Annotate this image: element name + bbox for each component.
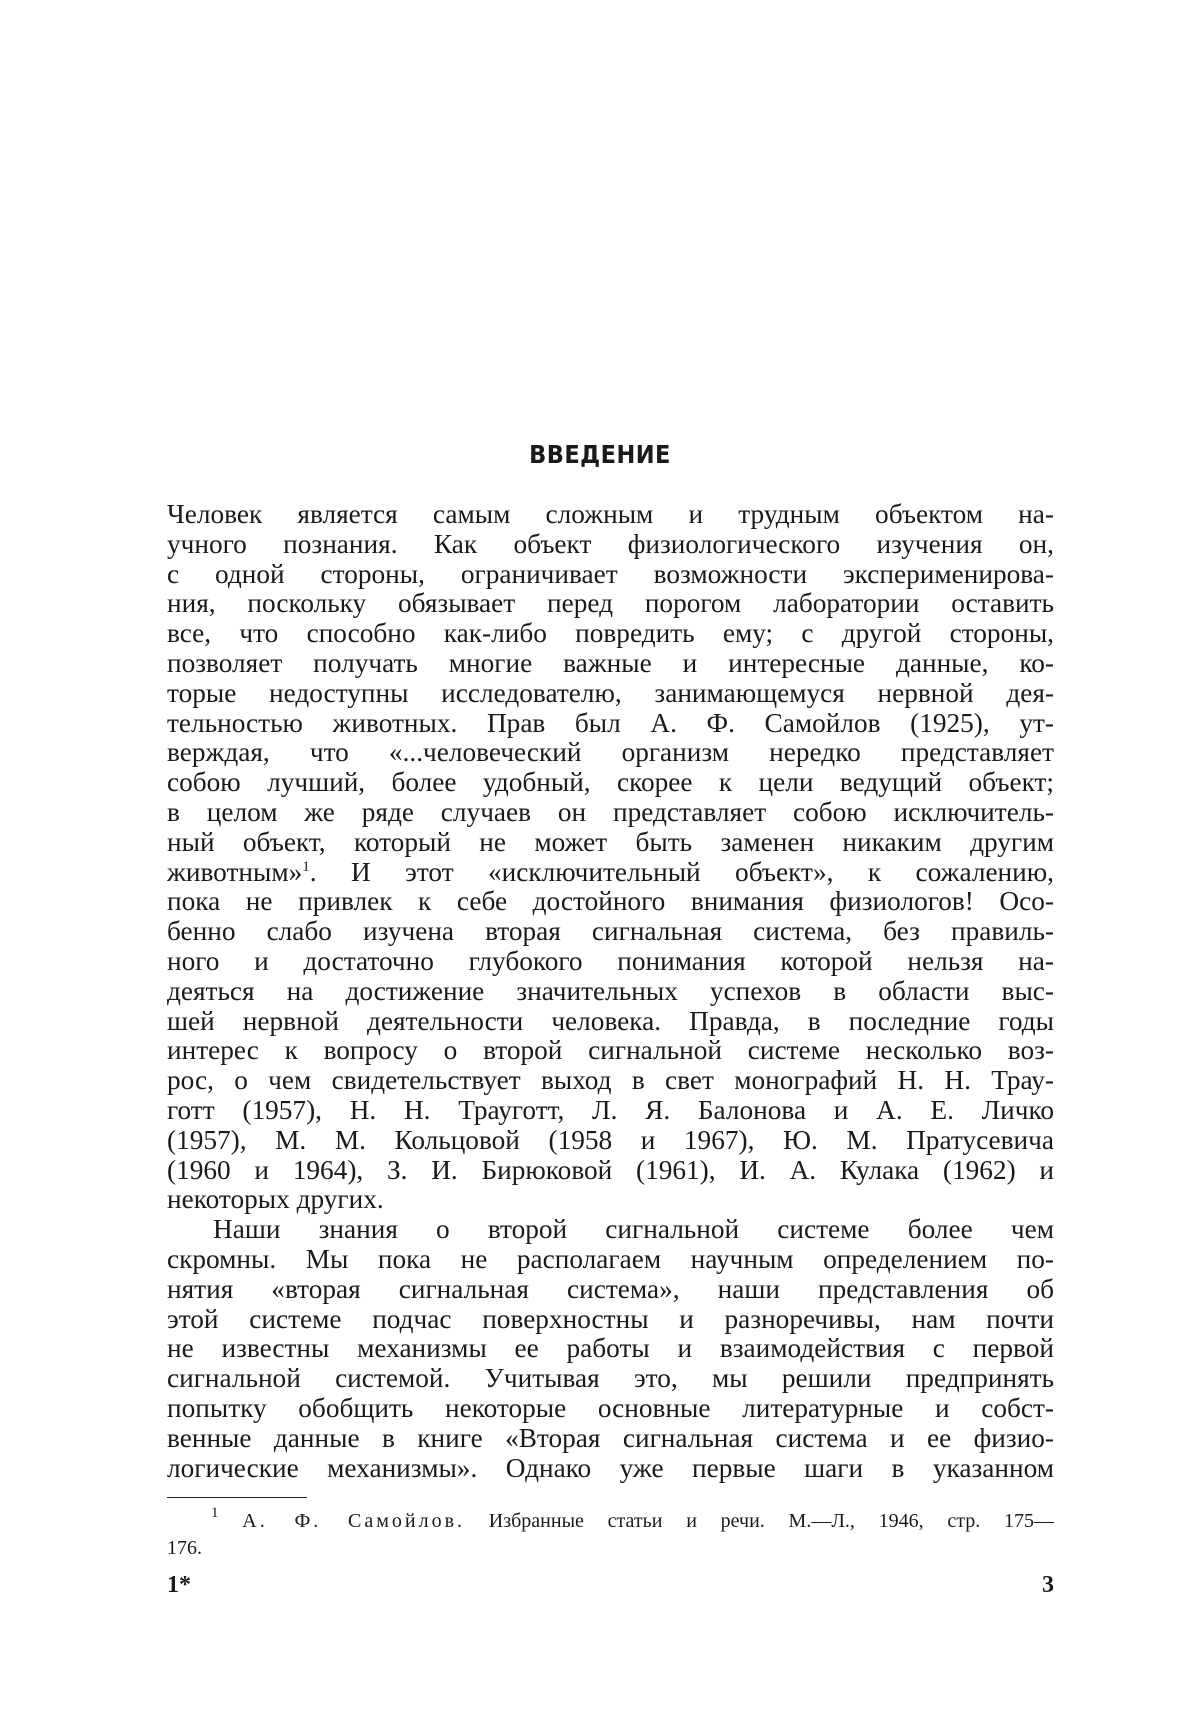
text-line: некоторых других. [167,1184,384,1215]
text-line: скромны. Мы пока не располагаем научным определением по- [167,1243,1054,1274]
text-line: Человек является самым сложным и трудным объектом на- [167,499,1054,529]
text-line: торые недоступны исследователю, занимающемуся нервной дея- [167,677,1054,708]
text-line: пока не привлек к себе достойного внимания физиологов! Осо- [167,886,1054,917]
text-line: (1957), М. М. Кольцовой (1958 и 1967), Ю. М. Пратусевича [167,1124,1054,1155]
text-line: рос, о чем свидетельствует выход в свет монографий Н. Н. Трау- [167,1065,1054,1096]
text-line: попытку обобщить некоторые основные литературные и собст- [167,1392,1054,1423]
text-line: учного познания. Как объект физиологического изучения он, [167,528,1054,559]
footnote-text: Избранные статьи и речи. М.—Л., 1946, стр. 175— [488,1510,1055,1532]
text-fragment: животным» [167,856,303,887]
text-line: (1960 и 1964), З. И. Бирюковой (1961), И. А. Кулака (1962) и [167,1154,1054,1185]
text-line: все, что способно как-либо повредить ему; с другой стороны, [167,618,1054,649]
text-line: шей нервной деятельности человека. Правда, в последние годы [167,1005,1054,1036]
text-line: готт (1957), Н. Н. Трауготт, Л. Я. Балонова и А. Е. Личко [167,1094,1054,1125]
text-fragment: . И этот «исключительный объект», к сожалению, [309,856,1054,887]
text-line: ния, поскольку обязывает перед порогом лаборатории оставить [167,588,1054,619]
text-line: ного и достаточно глубокого понимания которой нельзя на- [167,945,1054,976]
text-line: в целом же ряде случаев он представляет собою исключитель- [167,796,1054,827]
text-line: верждая, что «...человеческий организм нередко представляет [167,737,1054,768]
body-text [167,500,1054,1483]
signature-mark: 1* [167,1572,191,1598]
chapter-heading: ВВЕДЕНИЕ [529,440,671,469]
footnote-reference: 1 [302,858,310,875]
text-line: ный объект, который не может быть заменен никаким другим [167,826,1054,857]
text-line: не известны механизмы ее работы и взаимодействия с первой [167,1333,1054,1364]
footnote-author: А. Ф. Самойлов. [242,1510,466,1532]
text-line: интерес к вопросу о второй сигнальной системе несколько воз- [167,1035,1054,1066]
text-line-with-footnote [167,858,1054,888]
text-line: сигнальной системой. Учитывая это, мы решили предпринять [167,1363,1054,1394]
page-number: 3 [1042,1572,1054,1598]
footnote-line [167,1505,1055,1535]
footnote [167,1505,1055,1562]
text-line: венные данные в книге «Вторая сигнальная система и ее физио- [167,1422,1054,1453]
text-line: этой системе подчас поверхностны и разноречивы, нам почти [167,1303,1054,1334]
text-line: тельностью животных. Прав был А. Ф. Самойлов (1925), ут- [167,707,1054,738]
text-line: Наши знания о второй сигнальной системе более чем [213,1214,1054,1245]
text-line: бенно слабо изучена вторая сигнальная система, без правиль- [167,916,1054,947]
footnote-marker: 1 [211,1505,219,1521]
text-line: позволяет получать многие важные и интересные данные, ко- [167,647,1054,678]
footnote-divider [167,1497,307,1498]
text-line: логические механизмы». Однако уже первые шаги в указанном [167,1452,1054,1483]
footnote-line: 176. [167,1537,202,1559]
text-line: собою лучший, более удобный, скорее к цели ведущий объект; [167,767,1054,798]
text-line: с одной стороны, ограничивает возможности эксперименирова- [167,558,1054,589]
text-line: нятия «вторая сигнальная система», наши представления об [167,1273,1054,1304]
text-line: деяться на достижение значительных успехов в области выс- [167,975,1054,1006]
